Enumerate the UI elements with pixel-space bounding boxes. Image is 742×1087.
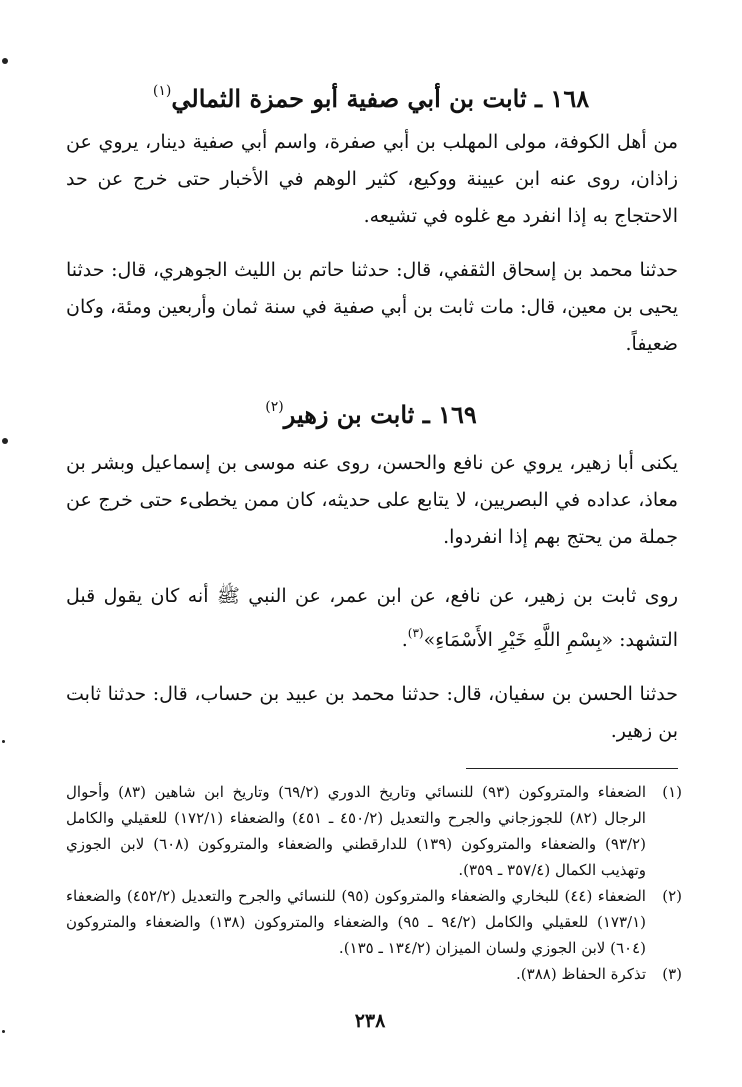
footnote-number: (٢)	[662, 887, 682, 905]
hadith-end: .	[401, 629, 408, 651]
margin-dot	[2, 1030, 5, 1033]
margin-dot	[2, 740, 5, 743]
entry-heading-text: ١٦٩ ـ ثابت بن زهير	[283, 400, 477, 429]
footnote-marker: (٢)	[265, 399, 284, 415]
entry-heading	[60, 74, 682, 116]
entry-heading	[60, 390, 682, 432]
entry-heading-text: ١٦٨ ـ ثابت بن أبي صفية أبو حمزة الثمالي	[171, 84, 590, 113]
footnote-item	[66, 883, 682, 961]
footnote-item	[66, 779, 682, 883]
footnote-item	[66, 961, 682, 987]
biography-paragraph: يكنى أبا زهير، يروي عن نافع والحسن، روى عنه موسى بن إسماعيل وبشر بن معاذ، عداده في البصريين، لا يتابع على حديثه، كان ممن يخطىء حتى خرج عن جملة من يحتج بهم إذا انفردوا.	[66, 452, 678, 548]
isnad-paragraph: حدثنا الحسن بن سفيان، قال: حدثنا محمد بن عبيد بن حساب، قال: حدثنا ثابت بن زهير.	[66, 683, 678, 742]
hadith-paragraph	[66, 578, 678, 659]
hadith-text: روى ثابت بن زهير، عن نافع، عن ابن عمر، عن النبي ﷺ أنه كان يقول قبل التشهد: «بِسْمِ اللَّهِ خَيْرِ الأَسْمَاءِ»	[66, 585, 678, 651]
page-number: ٢٣٨	[354, 1010, 386, 1032]
footnote-text: الضعفاء والمتروكون (٩٣) للنسائي وتاريخ الدوري (٦٩/٢) وتاريخ ابن شاهين (٨٣) وأحوال الرجال (٨٢) للجوزجاني والجرح والتعديل (٤٥٠/٢ ـ ٤٥١) والضعفاء (١٧٢/١) للعقيلي والكامل (٩٣/٢) والضعفاء والمتروكون (١٣٩) للدارقطني والضعفاء والمتروكون (٦٠٨) لابن الجوزي وتهذيب الكمال (٣٥٧/٤ ـ ٣٥٩).	[66, 783, 646, 879]
margin-dot	[2, 438, 8, 444]
footnote-text: الضعفاء (٤٤) للبخاري والضعفاء والمتروكون (٩٥) للنسائي والجرح والتعديل (٤٥٢/٢) والضعفاء (١٧٣/١) للعقيلي والكامل (٩٤/٢ ـ ٩٥) والضعفاء والمتروكون (١٣٨) والضعفاء والمتروكون (٦٠٤) لابن الجوزي ولسان الميزان (١٣٤/٢ ـ ١٣٥).	[66, 887, 646, 957]
footnotes	[66, 779, 682, 987]
footnote-number: (٣)	[662, 965, 682, 983]
isnad-paragraph: حدثنا محمد بن إسحاق الثقفي، قال: حدثنا حاتم بن الليث الجوهري، قال: حدثنا يحيى بن معين، قال: مات ثابت بن أبي صفية في سنة ثمان وأربعين ومئة، وكان ضعيفاً.	[66, 259, 678, 355]
footnote-text: تذكرة الحفاظ (٣٨٨).	[516, 965, 646, 983]
margin-dot	[2, 58, 8, 64]
footnote-marker: (٣)	[407, 626, 424, 640]
biography-paragraph: من أهل الكوفة، مولى المهلب بن أبي صفرة، واسم أبي صفية دينار، يروي عن زاذان، روى عنه ابن عيينة ووكيع، كثير الوهم في الأخبار حتى خرج عن حد الاحتجاج به إذا انفرد مع غلوه في تشيعه.	[66, 131, 678, 227]
footnote-number: (١)	[662, 783, 682, 801]
footnote-separator	[466, 768, 678, 769]
footnote-marker: (١)	[152, 83, 172, 99]
